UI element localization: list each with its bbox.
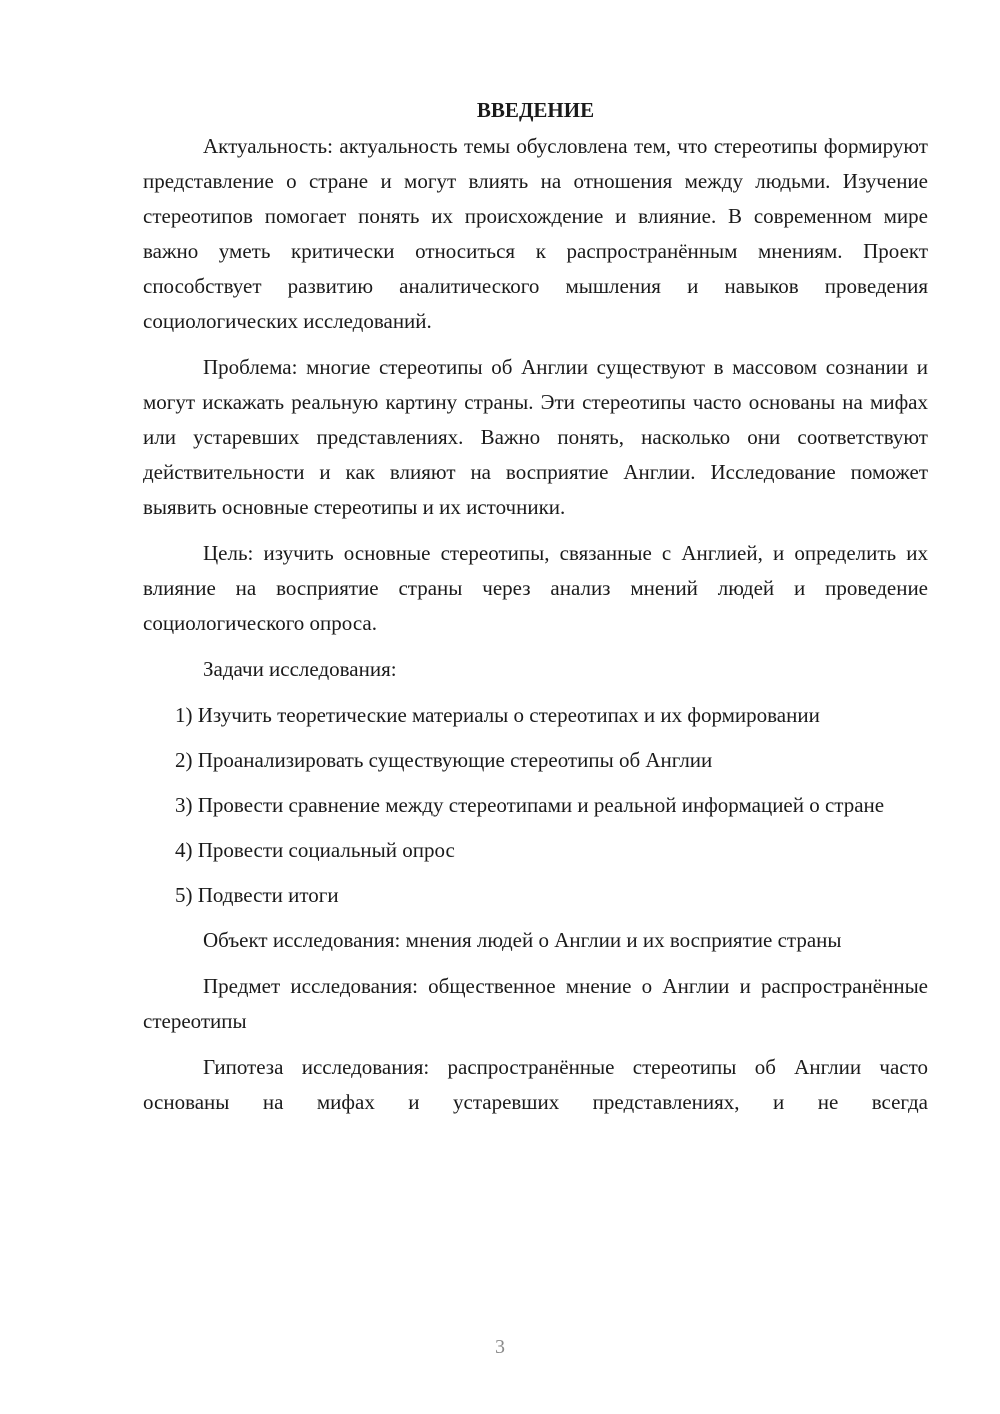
tasks-heading: Задачи исследования: <box>203 657 397 681</box>
goal-paragraph: Цель: изучить основные стереотипы, связанные с Англией, и определить их влияние на восприятие страны через анализ мнений людей и проведение социологического опроса. <box>143 541 928 635</box>
problem-paragraph: Проблема: многие стереотипы об Англии существуют в массовом сознании и могут искажать реальную картину страны. Эти стереотипы часто основаны на мифах или устаревших представлениях. Важно понять, насколько они соответствуют действительности и как влияют на восприятие Англии. Исследование поможет выявить основные стереотипы и их источники. <box>143 355 928 519</box>
document-page <box>143 93 928 1120</box>
relevance-paragraph: Актуальность: актуальность темы обусловлена тем, что стереотипы формируют представление о стране и могут влиять на отношения между людьми. Изучение стереотипов помогает понять их происхождение и влияние. В современном мире важно уметь критически относиться к распространённым мнениям. Проект способствует развитию аналитического мышления и навыков проведения социологических исследований. <box>143 134 928 333</box>
task-item-5: 5) Подвести итоги <box>175 883 339 907</box>
hypothesis-paragraph: Гипотеза исследования: распространённые стереотипы об Англии часто основаны на мифах и устаревших представлениях, и не всегда <box>143 1055 928 1114</box>
task-item-3: 3) Провести сравнение между стереотипами и реальной информацией о стране <box>175 793 885 817</box>
object-paragraph: Объект исследования: мнения людей о Англии и их восприятие страны <box>203 928 842 952</box>
page-number: 3 <box>495 1336 505 1358</box>
section-title: ВВЕДЕНИЕ <box>476 98 595 122</box>
task-item-2: 2) Проанализировать существующие стереотипы об Англии <box>175 748 713 772</box>
subject-paragraph: Предмет исследования: общественное мнение о Англии и распространённые стереотипы <box>143 974 928 1033</box>
task-item-4: 4) Провести социальный опрос <box>175 838 455 862</box>
task-item-1: 1) Изучить теоретические материалы о стереотипах и их формировании <box>175 703 820 727</box>
